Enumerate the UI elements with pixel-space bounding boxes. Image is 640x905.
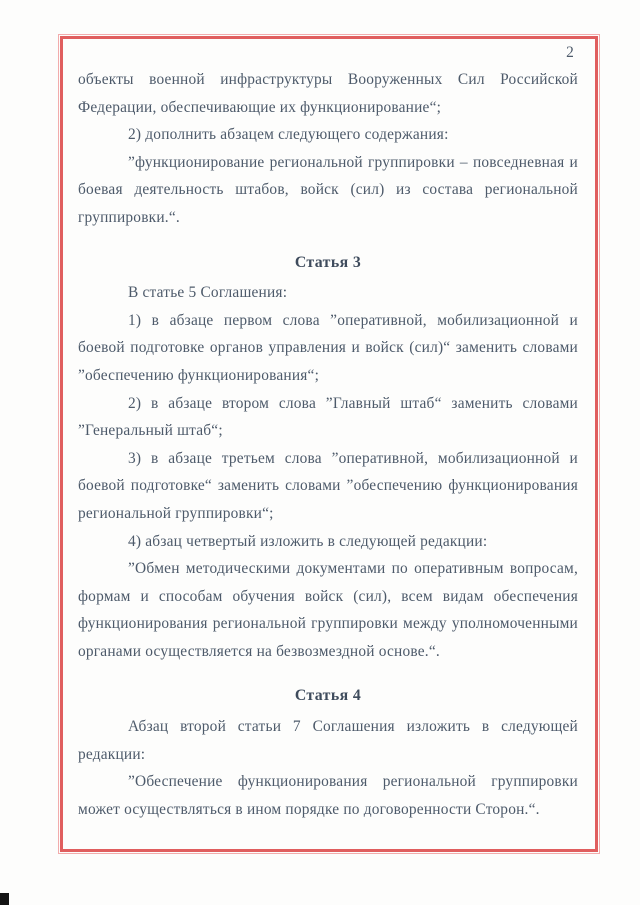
paragraph-article7-intro: Абзац второй статьи 7 Соглашения изложить в следующей редакции: <box>78 718 578 763</box>
paragraph-article5-item-4: 4) абзац четвертый изложить в следующей редакции: <box>128 532 488 550</box>
paragraph-definition-quote: ”функционирование региональной группировки – повседневная и боевая деятельность штабов, войск (сил) из состава региональной группировки.“. <box>78 153 578 226</box>
paragraph-article5-item-2: 2) в абзаце втором слова ”Главный штаб“ заменить словами ”Генеральный штаб“; <box>78 394 578 440</box>
paragraph-amendment-item-2: 2) дополнить абзацем следующего содержания: <box>128 126 449 144</box>
paragraph-article7-new-wording-quote: ”Обеспечение функционирования региональной группировки может осуществляться в ином порядке по договоренности Сторон.“. <box>78 773 578 818</box>
paragraph-article5-item-1: 1) в абзаце первом слова ”оперативной, мобилизационной и боевой подготовке органов управления и войск (сил)“ заменить словами ”обеспечению функционирования“; <box>78 311 578 384</box>
article-3-heading: Статья 3 <box>294 253 362 271</box>
paragraph-continued-from-previous-page: объекты военной инфраструктуры Вооруженных Сил Российской Федерации, обеспечивающие их функционирование“; <box>78 71 578 116</box>
paragraph-article5-intro: В статье 5 Соглашения: <box>128 284 288 302</box>
paragraph-article5-item-3: 3) в абзаце третьем слова ”оперативной, мобилизационной и боевой подготовке“ заменить словами ”обеспечению функционирования региональной группировки“; <box>78 449 578 522</box>
scan-artifact-corner-mark <box>0 893 9 905</box>
paragraph-article5-new-wording-quote: ”Обмен методическими документами по оперативным вопросам, формам и способам обучения войск (сил), всем видам обеспечения функционирования региональной группировки между уполномоченными органами осуществляется на безвозмездной основе.“. <box>78 560 578 660</box>
article-4-heading: Статья 4 <box>294 687 362 705</box>
page-number: 2 <box>566 44 574 61</box>
document-body <box>78 42 578 823</box>
